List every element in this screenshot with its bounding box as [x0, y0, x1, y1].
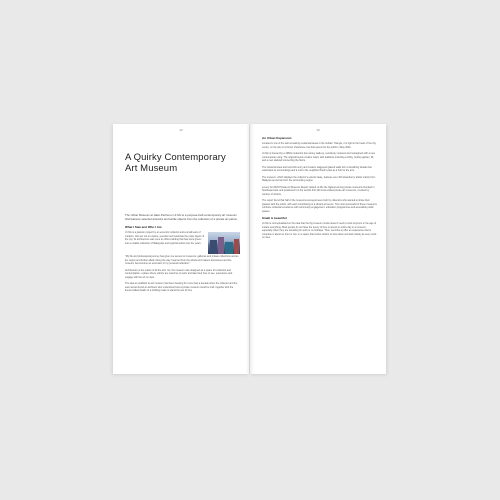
body-paragraph: Ur-Mu is a passion project by an eccentric collector and a small team of curators, who set out to explore, question and celebrate the many layers of the city. Its architecture was once an office building that has since grown into a notable collection of Malaysian and regional works over the years. [125, 231, 205, 245]
body-paragraph: Located in one of the last remaining residential areas in the Golden Triangle, it is right in the heart of the city centre, on the site of a former shophouse row that opened to the public in May 2022. [262, 142, 376, 149]
body-paragraph: The idea to establish an art museum had been brewing for more than a decade when the collector and the team at last found an architect who understood how a private museum could be built, together with the finest-crafted details of a building made to stand the test of time. [125, 282, 238, 293]
body-paragraph: Architecture is the matter of all the arts. So, the museum was designed as a space for collection and contemplation, a place where visitors are welcome to learn and take their time to see, experience and engage with the art on view. [125, 268, 233, 279]
body-paragraph: Luxury Art 2023 Private Art Museum Report ranked Ur-Mu the highest among private museums founded in Southeast Asia, and positioned it in the world's first 100 most-visited private art museums, counted by number of visitors. [262, 185, 375, 196]
article-intro: The Urban Museum at Jalan Pertiwi or Ur-Mu is a purpose-built contemporary art museum that features selected artworks and tactile objects from the collection of a private art patron. [125, 213, 238, 221]
body-paragraph: The report found that half of the museums surveyed were built by collectors who wanted to share their passion with the public, with each contributing to a vibrant art scene. The most successful of these museums combine curatorial excellence with community engagement, education programmes and accessible public spaces. [262, 199, 377, 213]
section-heading: An Urban Expansion [262, 136, 292, 140]
paragraph-with-photo [125, 231, 240, 255]
page-number-right: 13 [316, 128, 320, 132]
body-paragraph: The industrial steel and red-brick entry and modern staggered glazed walls form a breathing facade that celebrates its surroundings and a nod to the neighbourhood's past as a hub for the arts. [262, 165, 372, 172]
section-heading: What I Saw and Who I Am [125, 225, 162, 230]
body-paragraph: The museum, which displays the collector's eclectic taste, features over 100 artworks by artists mainly from Malaysia as well as from the surrounding region. [262, 175, 376, 182]
section-heading: Small is beautiful [262, 216, 287, 220]
page-number-left: 12 [179, 128, 183, 132]
museum-photo [208, 232, 240, 254]
body-paragraph: Ur-Mu is housed by a 1960s modernist four-storey walk-up, sensitively restored and reimagined with a new contemporary wing. The original layout remains intact, with additions including a lobby, rooftop garden, lift, and a new stairwell connecting the floors. [262, 152, 375, 162]
book-spine [246, 124, 254, 374]
right-page-content [262, 136, 377, 243]
article-title: A Quirky Contemporary Art Museum [125, 152, 226, 174]
right-page [250, 124, 386, 374]
left-page-content [125, 152, 240, 296]
left-page [113, 124, 249, 374]
body-paragraph: "My life and professional journey has given me access to museums, galleries and private collections across the region and further afield. Along the way I learned from the artists and makers themselves and the museum has become an extension of my personal reflection." [125, 255, 239, 266]
body-paragraph: Ur-Mu is conceptualised on the idea that the big museum model doesn't need to work anymore in the age of instant everything. Most people do not have the luxury of time to spend an entire day in a museum, especially when they are travelling for work or on holidays. Thus, we'd like to offer an experience that is complete in about an hour or two, in a space that invites visitors to slow down and look closely at every work on view. [262, 222, 377, 239]
